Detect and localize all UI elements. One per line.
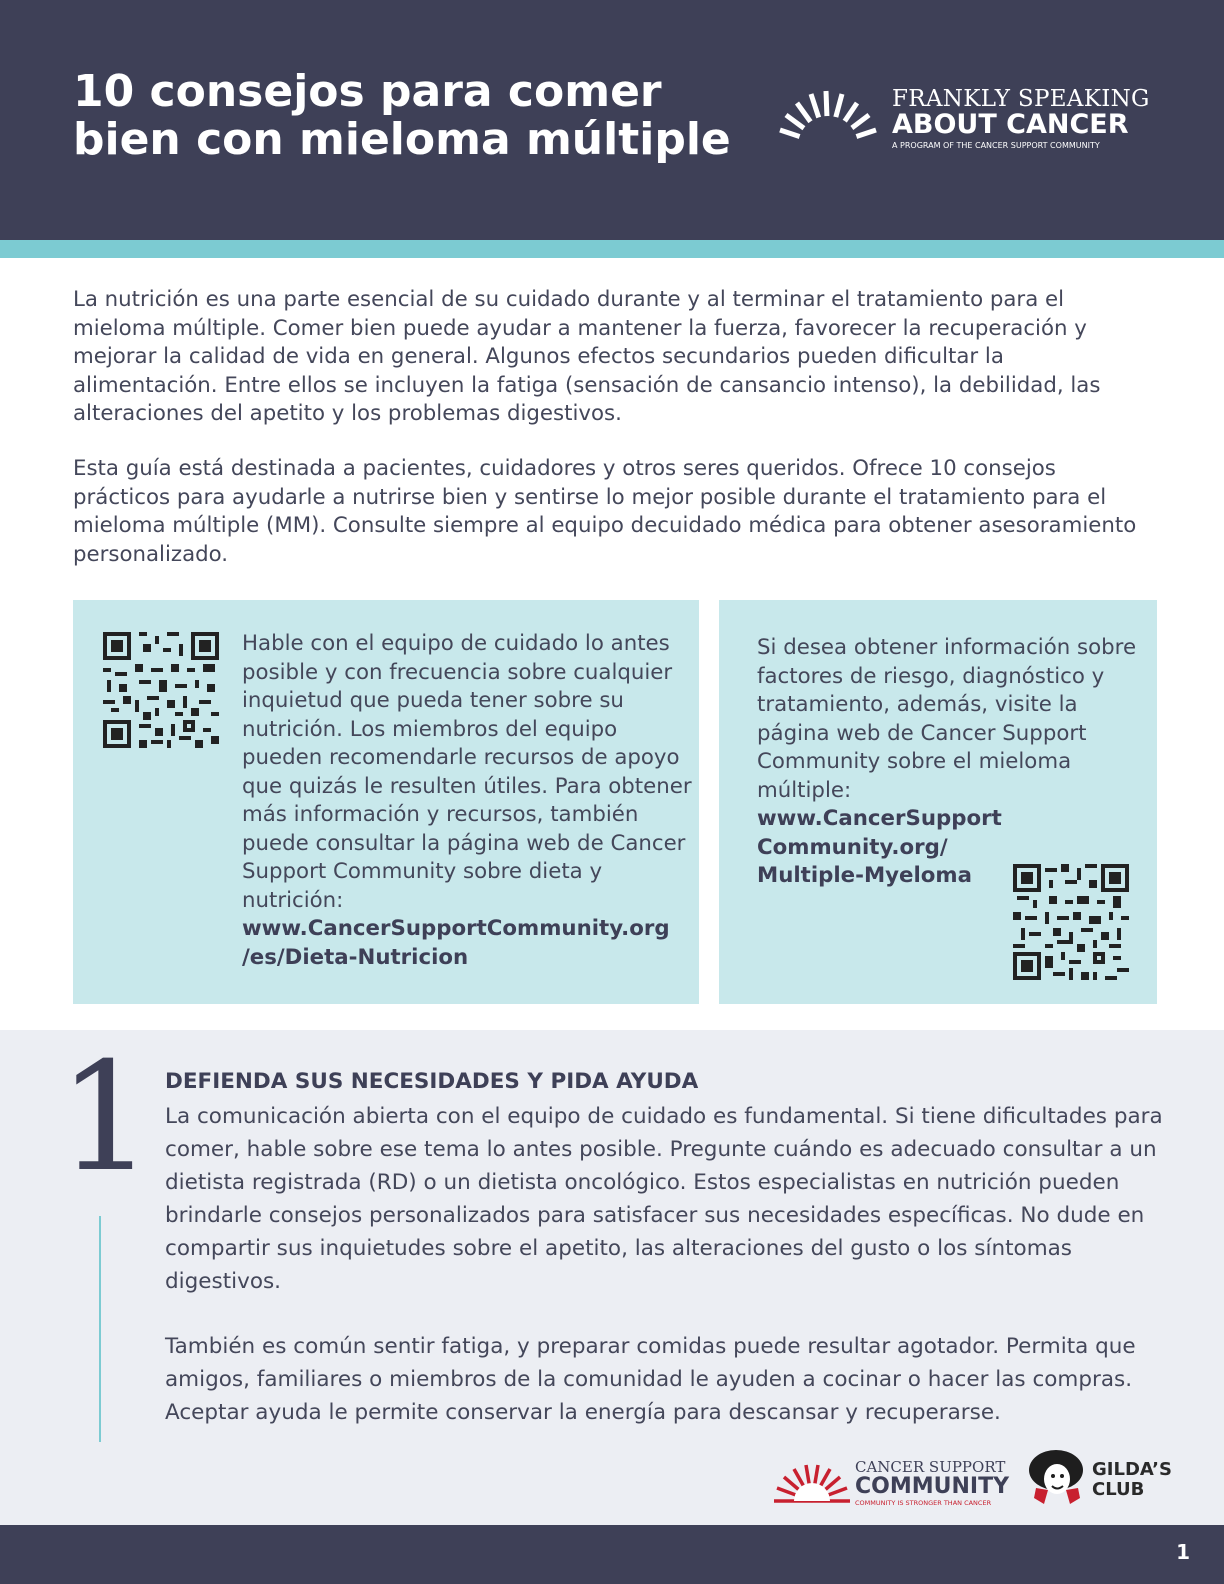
gilda-logo-line-2: CLUB bbox=[1092, 1479, 1145, 1500]
footer-bar bbox=[0, 1525, 1224, 1584]
myeloma-link-line-2: Community.org/ bbox=[757, 834, 948, 860]
logo-text-frankly-speaking: FRANKLY SPEAKING bbox=[892, 86, 1150, 112]
sunburst-logo-icon bbox=[768, 88, 884, 150]
frankly-speaking-logo bbox=[768, 86, 1158, 156]
logo-tagline: A PROGRAM OF THE CANCER SUPPORT COMMUNITY bbox=[892, 141, 1100, 150]
intro-paragraph-1: La nutrición es una parte esencial de su cuidado durante y al terminar el tratamiento para el mieloma múltiple. Comer bien puede ayudar a mantener la fuerza, favorecer la recuperación y mejorar la calidad de vida en general. Algunos efectos secundarios pueden dificultar la alimentación. Entre ellos se incluyen la fatiga (sensación de cansancio intenso), la debilidad, las alteraciones del apetito y los problemas digestivos. bbox=[73, 287, 1101, 426]
gildas-club-text bbox=[1092, 1460, 1172, 1500]
csc-logo-line-2: COMMUNITY bbox=[855, 1474, 1010, 1499]
csc-logo-tagline: COMMUNITY IS STRONGER THAN CANCER bbox=[855, 1499, 992, 1507]
tip-vertical-line bbox=[99, 1216, 101, 1442]
myeloma-info-text bbox=[757, 634, 1137, 891]
diet-nutrition-link-line-1: www.CancerSupportCommunity.org bbox=[242, 916, 670, 941]
header-accent-stripe bbox=[0, 240, 1224, 258]
gilda-portrait-icon bbox=[1026, 1448, 1088, 1506]
tip-number: 1 bbox=[58, 1031, 154, 1205]
title-line-1: 10 consejos para comer bbox=[73, 66, 662, 117]
csc-logo-line-1: CANCER SUPPORT bbox=[855, 1458, 1006, 1476]
myeloma-link-line-1: www.CancerSupport bbox=[757, 806, 1002, 831]
gildas-club-logo bbox=[1026, 1448, 1176, 1508]
title-line-2: bien con mieloma múltiple bbox=[73, 114, 731, 165]
qr-code-icon bbox=[1013, 864, 1129, 980]
cancer-support-community-logo bbox=[772, 1458, 1012, 1508]
myeloma-info-box bbox=[719, 600, 1157, 1004]
nutrition-resources-box bbox=[73, 600, 699, 1004]
tip-heading: DEFIENDA SUS NECESIDADES Y PIDA AYUDA bbox=[165, 1069, 699, 1094]
tip-paragraph-2: También es común sentir fatiga, y preparar comidas puede resultar agotador. Permita que amigos, familiares o miembros de la comunidad le ayuden a cocinar o hacer las compras. Aceptar ayuda le permite conservar la energía para descansar y recuperarse. bbox=[165, 1334, 1136, 1425]
tip-paragraph-1: La comunicación abierta con el equipo de cuidado es fundamental. Si tiene dificultades para comer, hable sobre ese tema lo antes posible. Pregunte cuándo es adecuado consultar a un dietista registrada (RD) o un dietista oncológico. Estos especialistas en nutrición pueden brindarle consejos personalizados para satisfacer sus necesidades específicas. No dude en compartir sus inquietudes sobre el apetito, las alteraciones del gusto o los síntomas digestivos. bbox=[165, 1104, 1163, 1294]
nutrition-resources-text bbox=[242, 630, 692, 972]
logo-text-about-cancer: ABOUT CANCER bbox=[892, 109, 1129, 140]
qr-code-icon bbox=[103, 632, 219, 748]
page-title bbox=[73, 68, 731, 164]
page-number: 1 bbox=[1176, 1540, 1190, 1564]
myeloma-link-line-3: Multiple-Myeloma bbox=[757, 863, 972, 888]
header-banner bbox=[0, 0, 1224, 240]
diet-nutrition-link-line-2: /es/Dieta-Nutricion bbox=[242, 944, 469, 970]
myeloma-info-body: Si desea obtener información sobre factores de riesgo, diagnóstico y tratamiento, además, visite la página web de Cancer Support Community sobre el mieloma múltiple: bbox=[757, 635, 1137, 803]
intro-paragraph-2: Esta guía está destinada a pacientes, cuidadores y otros seres queridos. Ofrece 10 consejos prácticos para ayudarle a nutrirse bien y sentirse lo mejor posible durante el tratamiento para el mieloma múltiple (MM). Consulte siempre al equipo decuidado médica para obtener asesoramiento personalizado. bbox=[73, 456, 1137, 567]
diet-nutrition-link[interactable] bbox=[242, 915, 692, 972]
red-sunburst-icon bbox=[772, 1463, 852, 1503]
gilda-logo-line-1: GILDA’S bbox=[1092, 1459, 1172, 1480]
nutrition-resources-body: Hable con el equipo de cuidado lo antes posible y con frecuencia sobre cualquier inquietud que pueda tener sobre su nutrición. Los miembros del equipo pueden recomendarle recursos de apoyo que quizás le resulten útiles. Para obtener más información y recursos, también puede consultar la página web de Cancer Support Community sobre dieta y nutrición: bbox=[242, 631, 692, 913]
